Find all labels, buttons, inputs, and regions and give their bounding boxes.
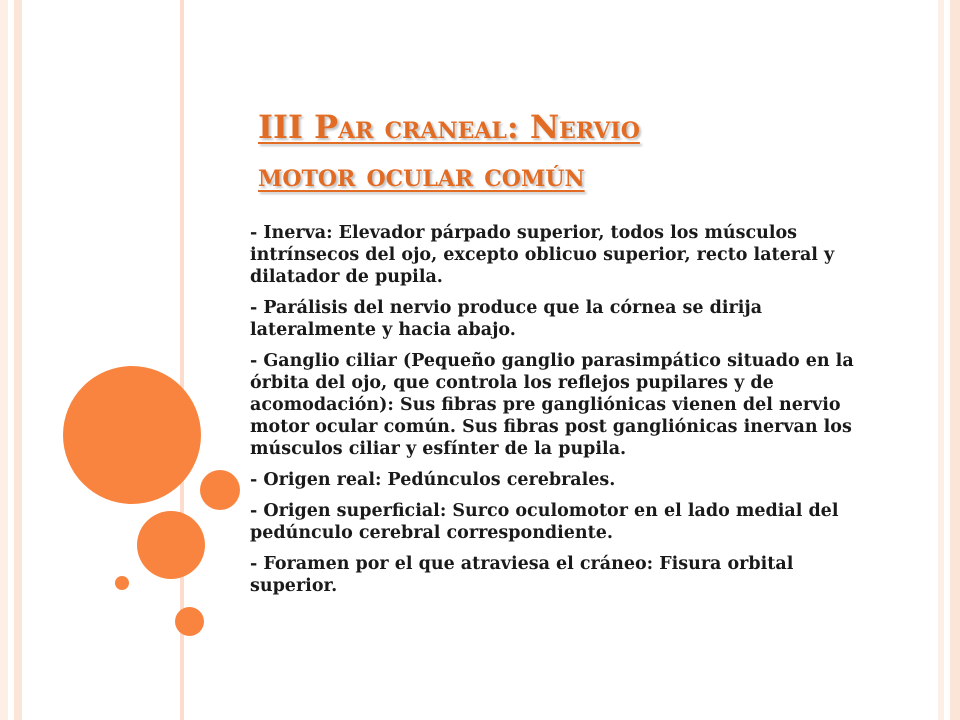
bullet-item: - Ganglio ciliar (Pequeño ganglio parasimpático situado en la órbita del ojo, que controla los reflejos pupilares y de acomodación): Sus fibras pre gangliónicas vienen del nervio motor ocular común. Sus fibras post gangliónicas inervan los músculos ciliar y esfínter de la pupila. xyxy=(250,351,854,459)
decor-circle-medium-top xyxy=(200,470,240,510)
bullet-item: - Origen real: Pedúnculos cerebrales. xyxy=(250,470,616,490)
decor-circle-tiny xyxy=(115,576,129,590)
bullet-list xyxy=(250,222,886,606)
left-stripe-inner xyxy=(14,0,22,720)
right-stripe-inner xyxy=(938,0,944,720)
slide-title-line2: motor ocular común xyxy=(258,156,585,194)
bullet-item: - Parálisis del nervio produce que la córnea se dirija lateralmente y hacia abajo. xyxy=(250,298,763,340)
left-stripe-outer xyxy=(0,0,8,720)
bullet-item: - Foramen por el que atraviesa el cráneo: Fisura orbital superior. xyxy=(250,554,794,596)
bullet-item: - Inerva: Elevador párpado superior, todos los músculos intrínsecos del ojo, excepto oblicuo superior, recto lateral y dilatador de pupila. xyxy=(250,223,835,287)
bullet-item: - Origen superficial: Surco oculomotor en el lado medial del pedúnculo cerebral correspondiente. xyxy=(250,501,839,543)
slide-title xyxy=(258,103,898,199)
right-stripe-outer xyxy=(950,0,960,720)
slide-title-line1: III Par craneal: Nervio xyxy=(258,108,640,146)
decor-circle-large xyxy=(63,366,201,504)
left-band xyxy=(22,0,182,720)
decor-circle-medium xyxy=(137,511,205,579)
decor-circle-small xyxy=(175,607,204,636)
